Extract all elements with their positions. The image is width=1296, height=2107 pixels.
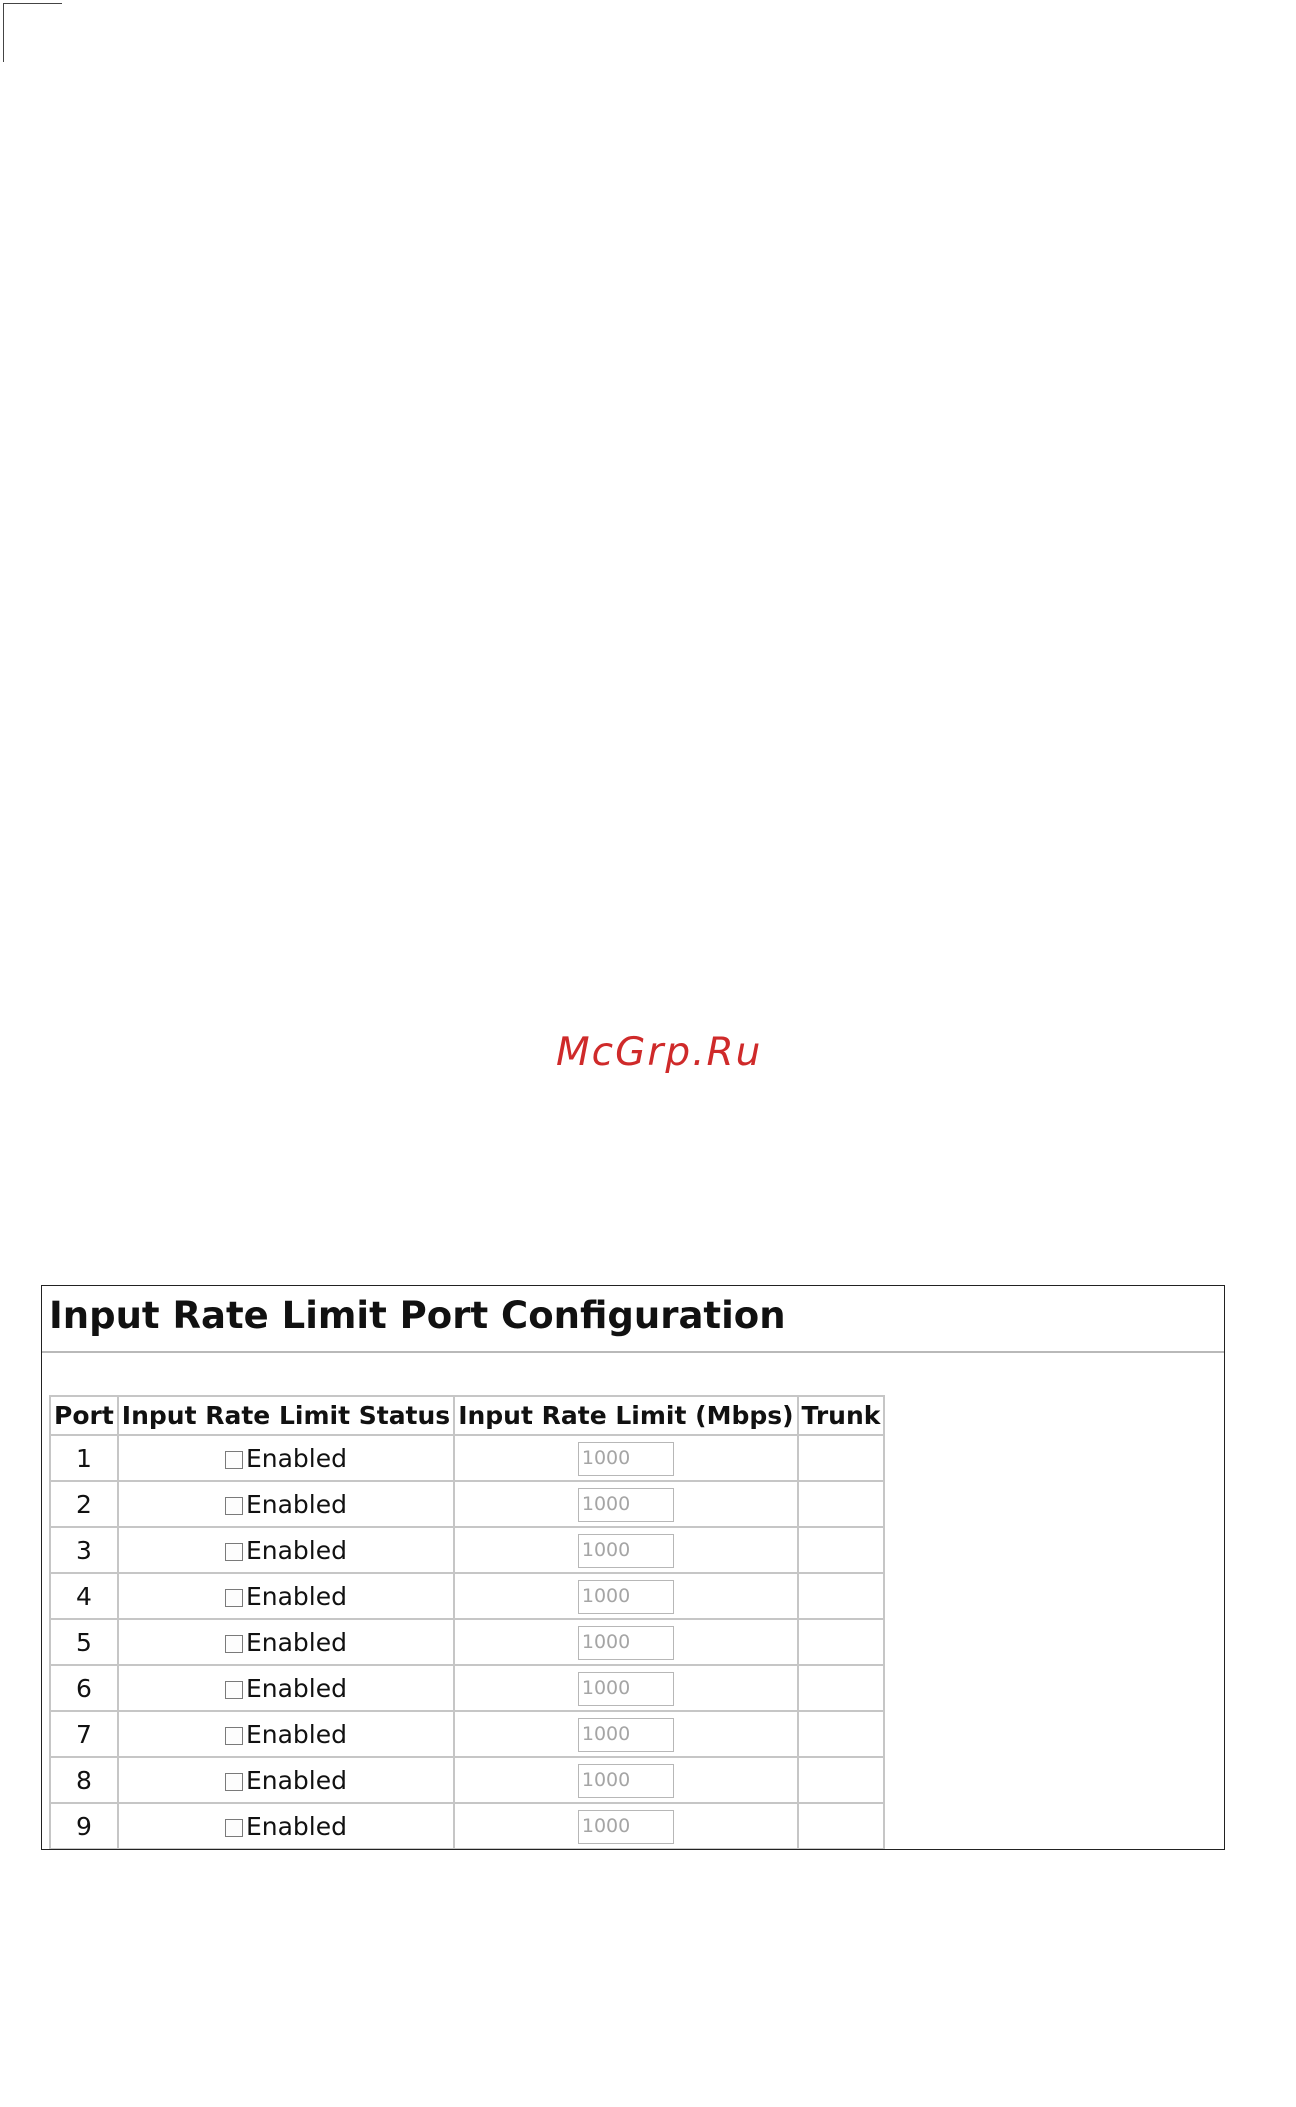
status-cell	[119, 1436, 455, 1482]
table-row	[51, 1574, 885, 1620]
table-row	[51, 1804, 885, 1850]
rate-limit-cell	[455, 1528, 798, 1574]
rate-limit-input[interactable]: 1000	[578, 1442, 674, 1476]
trunk-cell	[799, 1620, 886, 1666]
rate-limit-cell	[455, 1620, 798, 1666]
status-cell	[119, 1482, 455, 1528]
port-number-cell: 2	[51, 1482, 119, 1528]
rate-limit-cell	[455, 1436, 798, 1482]
enabled-label: Enabled	[245, 1443, 347, 1473]
table-row	[51, 1666, 885, 1712]
table-row	[51, 1620, 885, 1666]
rate-limit-input[interactable]: 1000	[578, 1580, 674, 1614]
rate-limit-input[interactable]: 1000	[578, 1534, 674, 1568]
trunk-cell	[799, 1528, 886, 1574]
rate-limit-input[interactable]: 1000	[578, 1764, 674, 1798]
table-body	[51, 1436, 885, 1850]
rate-limit-input[interactable]: 1000	[578, 1810, 674, 1844]
enabled-label: Enabled	[245, 1489, 347, 1519]
rate-limit-input[interactable]: 1000	[578, 1488, 674, 1522]
table-row	[51, 1712, 885, 1758]
enabled-label: Enabled	[245, 1627, 347, 1657]
trunk-cell	[799, 1666, 886, 1712]
rate-limit-input[interactable]: 1000	[578, 1672, 674, 1706]
column-header-status: Input Rate Limit Status	[119, 1397, 455, 1436]
trunk-cell	[799, 1574, 886, 1620]
status-cell	[119, 1620, 455, 1666]
trunk-cell	[799, 1712, 886, 1758]
port-number-cell: 1	[51, 1436, 119, 1482]
status-cell	[119, 1528, 455, 1574]
table-header-row	[51, 1397, 885, 1436]
rate-limit-cell	[455, 1482, 798, 1528]
rate-limit-cell	[455, 1712, 798, 1758]
enabled-label: Enabled	[245, 1673, 347, 1703]
enabled-label: Enabled	[245, 1581, 347, 1611]
rate-limit-input[interactable]: 1000	[578, 1718, 674, 1752]
trunk-cell	[799, 1482, 886, 1528]
column-header-limit: Input Rate Limit (Mbps)	[455, 1397, 798, 1436]
rate-limit-cell	[455, 1574, 798, 1620]
port-number-cell: 3	[51, 1528, 119, 1574]
table-row	[51, 1758, 885, 1804]
status-cell	[119, 1666, 455, 1712]
rate-limit-input[interactable]: 1000	[578, 1626, 674, 1660]
enabled-label: Enabled	[245, 1811, 347, 1841]
enabled-checkbox[interactable]	[225, 1543, 243, 1561]
enabled-checkbox[interactable]	[225, 1727, 243, 1745]
enabled-checkbox[interactable]	[225, 1773, 243, 1791]
trunk-cell	[799, 1436, 886, 1482]
table-row	[51, 1528, 885, 1574]
enabled-checkbox[interactable]	[225, 1681, 243, 1699]
enabled-label: Enabled	[245, 1535, 347, 1565]
port-number-cell: 7	[51, 1712, 119, 1758]
rate-limit-cell	[455, 1804, 798, 1850]
enabled-checkbox[interactable]	[225, 1635, 243, 1653]
page-title: Input Rate Limit Port Configuration	[49, 1294, 786, 1337]
enabled-checkbox[interactable]	[225, 1589, 243, 1607]
page-corner-mark	[3, 3, 62, 62]
table-row	[51, 1482, 885, 1528]
port-number-cell: 8	[51, 1758, 119, 1804]
port-config-table	[49, 1395, 885, 1850]
status-cell	[119, 1804, 455, 1850]
title-divider	[42, 1351, 1224, 1353]
enabled-label: Enabled	[245, 1765, 347, 1795]
port-number-cell: 6	[51, 1666, 119, 1712]
status-cell	[119, 1758, 455, 1804]
watermark-text: McGrp.Ru	[556, 1030, 763, 1075]
enabled-label: Enabled	[245, 1719, 347, 1749]
status-cell	[119, 1712, 455, 1758]
rate-limit-cell	[455, 1758, 798, 1804]
column-header-trunk: Trunk	[799, 1397, 886, 1436]
rate-limit-panel	[41, 1285, 1225, 1850]
rate-limit-cell	[455, 1666, 798, 1712]
status-cell	[119, 1574, 455, 1620]
port-number-cell: 4	[51, 1574, 119, 1620]
enabled-checkbox[interactable]	[225, 1819, 243, 1837]
port-number-cell: 9	[51, 1804, 119, 1850]
trunk-cell	[799, 1758, 886, 1804]
port-number-cell: 5	[51, 1620, 119, 1666]
enabled-checkbox[interactable]	[225, 1497, 243, 1515]
trunk-cell	[799, 1804, 886, 1850]
column-header-port: Port	[51, 1397, 119, 1436]
enabled-checkbox[interactable]	[225, 1451, 243, 1469]
table-row	[51, 1436, 885, 1482]
